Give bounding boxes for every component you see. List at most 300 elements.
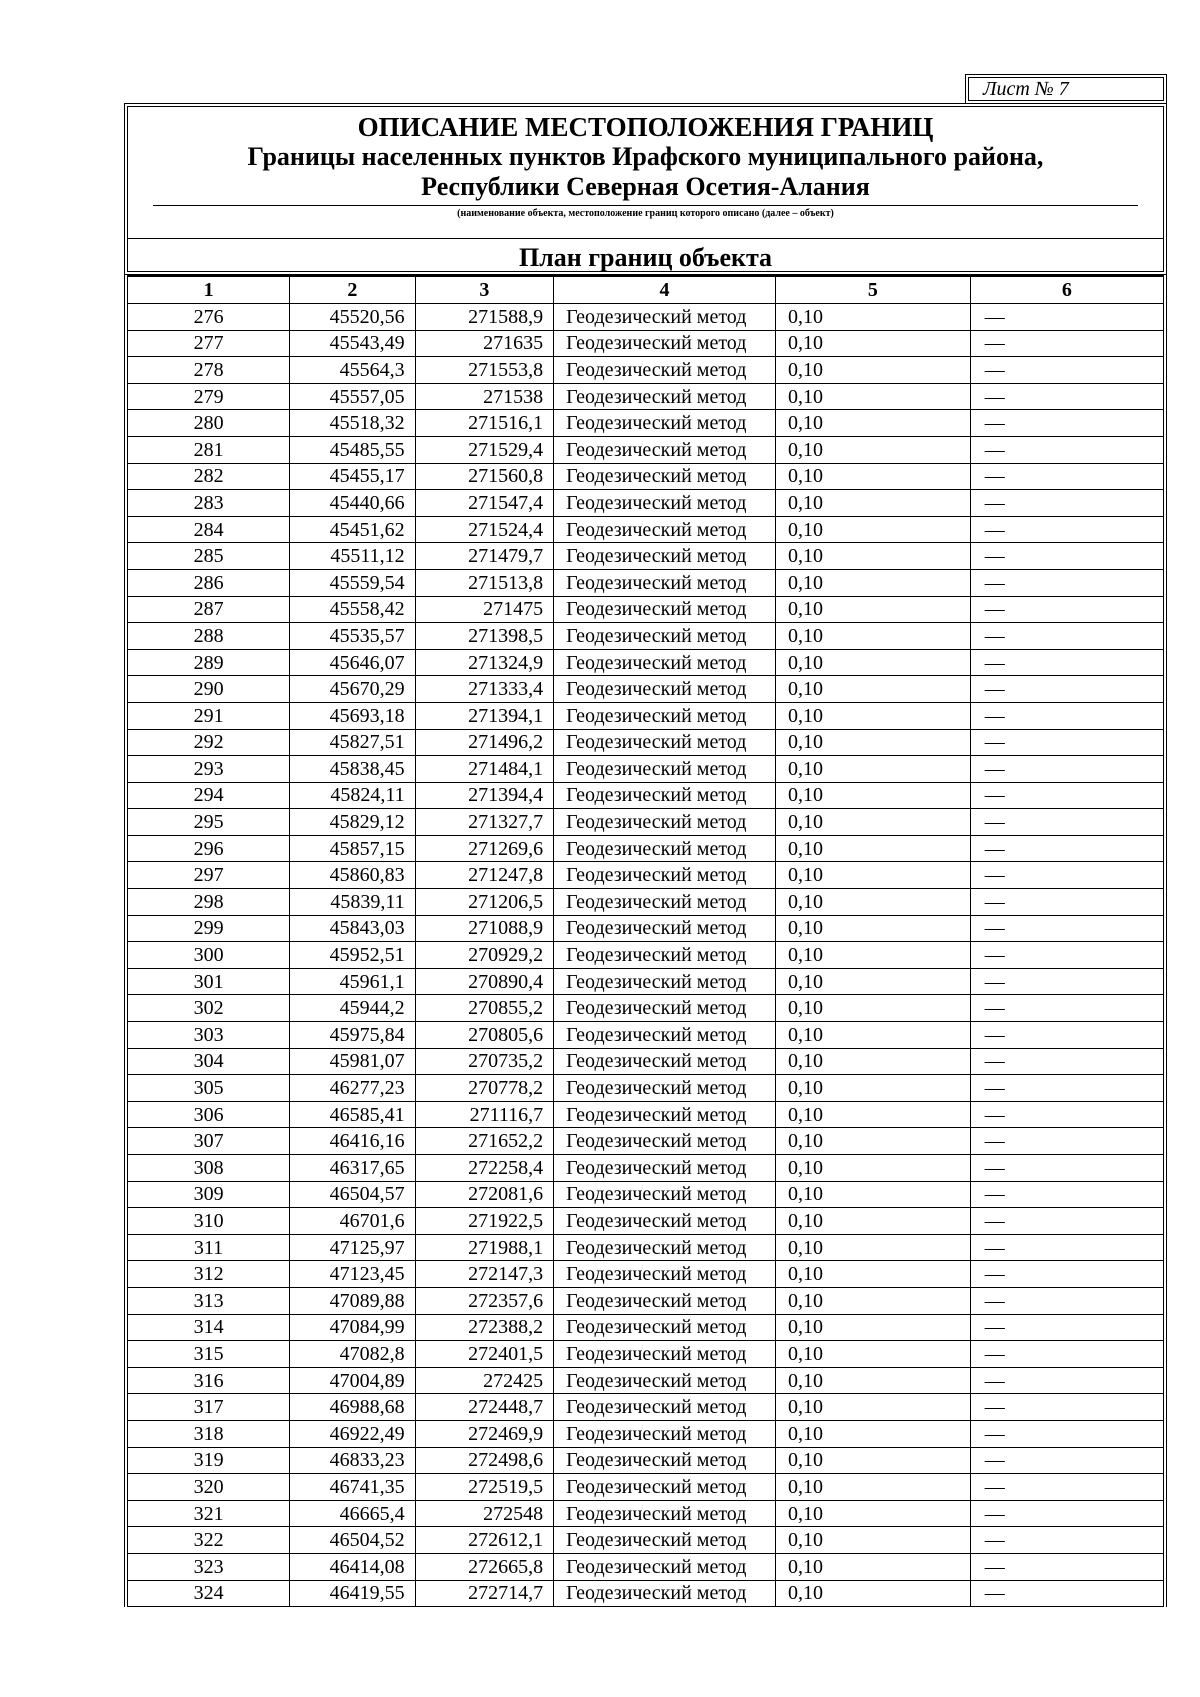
description-cell: —	[970, 1474, 1165, 1501]
method-cell: Геодезический метод	[554, 1367, 776, 1394]
table-row	[126, 1527, 1165, 1554]
method-cell: Геодезический метод	[554, 942, 776, 969]
table-row	[126, 1128, 1165, 1155]
point-number-cell: 310	[126, 1208, 290, 1235]
description-cell: —	[970, 543, 1165, 570]
point-number-cell: 291	[126, 702, 290, 729]
accuracy-cell: 0,10	[775, 1553, 970, 1580]
point-number-cell: 309	[126, 1181, 290, 1208]
x-coordinate-cell: 45440,66	[290, 490, 415, 517]
description-cell: —	[970, 702, 1165, 729]
y-coordinate-cell: 271513,8	[415, 569, 554, 596]
table-row	[126, 1394, 1165, 1421]
column-header: 3	[415, 276, 554, 304]
table-row	[126, 889, 1165, 916]
point-number-cell: 297	[126, 862, 290, 889]
x-coordinate-cell: 45535,57	[290, 623, 415, 650]
description-cell: —	[970, 383, 1165, 410]
method-cell: Геодезический метод	[554, 649, 776, 676]
y-coordinate-cell: 272147,3	[415, 1261, 554, 1288]
y-coordinate-cell: 270855,2	[415, 995, 554, 1022]
x-coordinate-cell: 45829,12	[290, 809, 415, 836]
method-cell: Геодезический метод	[554, 1075, 776, 1102]
description-cell: —	[970, 915, 1165, 942]
x-coordinate-cell: 45975,84	[290, 1022, 415, 1049]
description-cell: —	[970, 1394, 1165, 1421]
accuracy-cell: 0,10	[775, 862, 970, 889]
x-coordinate-cell: 45670,29	[290, 676, 415, 703]
method-cell: Геодезический метод	[554, 1181, 776, 1208]
table-row	[126, 729, 1165, 756]
accuracy-cell: 0,10	[775, 1314, 970, 1341]
accuracy-cell: 0,10	[775, 995, 970, 1022]
description-cell: —	[970, 862, 1165, 889]
y-coordinate-cell: 271652,2	[415, 1128, 554, 1155]
column-header: 4	[554, 276, 776, 304]
y-coordinate-cell: 272448,7	[415, 1394, 554, 1421]
y-coordinate-cell: 271988,1	[415, 1234, 554, 1261]
table-row	[126, 1341, 1165, 1368]
accuracy-cell: 0,10	[775, 1181, 970, 1208]
accuracy-cell: 0,10	[775, 463, 970, 490]
table-row	[126, 995, 1165, 1022]
method-cell: Геодезический метод	[554, 995, 776, 1022]
point-number-cell: 316	[126, 1367, 290, 1394]
accuracy-cell: 0,10	[775, 1580, 970, 1607]
accuracy-cell: 0,10	[775, 915, 970, 942]
x-coordinate-cell: 47084,99	[290, 1314, 415, 1341]
description-cell: —	[970, 410, 1165, 437]
y-coordinate-cell: 271333,4	[415, 676, 554, 703]
accuracy-cell: 0,10	[775, 516, 970, 543]
point-number-cell: 277	[126, 330, 290, 357]
y-coordinate-cell: 270735,2	[415, 1048, 554, 1075]
accuracy-cell: 0,10	[775, 357, 970, 384]
x-coordinate-cell: 45838,45	[290, 756, 415, 783]
accuracy-cell: 0,10	[775, 1022, 970, 1049]
y-coordinate-cell: 272498,6	[415, 1447, 554, 1474]
method-cell: Геодезический метод	[554, 1022, 776, 1049]
object-name-line2: Республики Северная Осетия-Алания	[421, 172, 870, 201]
x-coordinate-cell: 45559,54	[290, 569, 415, 596]
description-cell: —	[970, 1128, 1165, 1155]
accuracy-cell: 0,10	[775, 304, 970, 331]
x-coordinate-cell: 46317,65	[290, 1155, 415, 1182]
point-number-cell: 292	[126, 729, 290, 756]
point-number-cell: 304	[126, 1048, 290, 1075]
sheet-number: Лист № 7	[983, 78, 1069, 100]
y-coordinate-cell: 271553,8	[415, 357, 554, 384]
y-coordinate-cell: 271088,9	[415, 915, 554, 942]
description-cell: —	[970, 809, 1165, 836]
table-row	[126, 782, 1165, 809]
x-coordinate-cell: 46419,55	[290, 1580, 415, 1607]
method-cell: Геодезический метод	[554, 782, 776, 809]
point-number-cell: 294	[126, 782, 290, 809]
column-header: 2	[290, 276, 415, 304]
method-cell: Геодезический метод	[554, 463, 776, 490]
y-coordinate-cell: 271269,6	[415, 835, 554, 862]
point-number-cell: 282	[126, 463, 290, 490]
description-cell: —	[970, 649, 1165, 676]
point-number-cell: 300	[126, 942, 290, 969]
point-number-cell: 284	[126, 516, 290, 543]
x-coordinate-cell: 47089,88	[290, 1287, 415, 1314]
y-coordinate-cell: 272469,9	[415, 1420, 554, 1447]
method-cell: Геодезический метод	[554, 968, 776, 995]
table-row	[126, 383, 1165, 410]
method-cell: Геодезический метод	[554, 676, 776, 703]
method-cell: Геодезический метод	[554, 756, 776, 783]
accuracy-cell: 0,10	[775, 676, 970, 703]
accuracy-cell: 0,10	[775, 649, 970, 676]
accuracy-cell: 0,10	[775, 968, 970, 995]
point-number-cell: 293	[126, 756, 290, 783]
table-row	[126, 676, 1165, 703]
x-coordinate-cell: 45518,32	[290, 410, 415, 437]
x-coordinate-cell: 46701,6	[290, 1208, 415, 1235]
x-coordinate-cell: 45564,3	[290, 357, 415, 384]
table-row	[126, 1447, 1165, 1474]
point-number-cell: 276	[126, 304, 290, 331]
accuracy-cell: 0,10	[775, 835, 970, 862]
point-number-cell: 301	[126, 968, 290, 995]
description-cell: —	[970, 1527, 1165, 1554]
table-row	[126, 1022, 1165, 1049]
description-cell: —	[970, 782, 1165, 809]
table-row	[126, 1208, 1165, 1235]
table-row	[126, 809, 1165, 836]
accuracy-cell: 0,10	[775, 1367, 970, 1394]
description-cell: —	[970, 995, 1165, 1022]
y-coordinate-cell: 271484,1	[415, 756, 554, 783]
accuracy-cell: 0,10	[775, 330, 970, 357]
accuracy-cell: 0,10	[775, 569, 970, 596]
y-coordinate-cell: 270929,2	[415, 942, 554, 969]
x-coordinate-cell: 45455,17	[290, 463, 415, 490]
y-coordinate-cell: 271547,4	[415, 490, 554, 517]
y-coordinate-cell: 271496,2	[415, 729, 554, 756]
table-row	[126, 304, 1165, 331]
title-underline	[153, 205, 1138, 206]
table-row	[126, 756, 1165, 783]
description-cell: —	[970, 1553, 1165, 1580]
description-cell: —	[970, 1287, 1165, 1314]
description-cell: —	[970, 729, 1165, 756]
x-coordinate-cell: 45511,12	[290, 543, 415, 570]
table-row	[126, 915, 1165, 942]
point-number-cell: 280	[126, 410, 290, 437]
x-coordinate-cell: 46504,57	[290, 1181, 415, 1208]
table-row	[126, 569, 1165, 596]
method-cell: Геодезический метод	[554, 596, 776, 623]
accuracy-cell: 0,10	[775, 1287, 970, 1314]
point-number-cell: 307	[126, 1128, 290, 1155]
method-cell: Геодезический метод	[554, 889, 776, 916]
accuracy-cell: 0,10	[775, 1208, 970, 1235]
x-coordinate-cell: 45857,15	[290, 835, 415, 862]
accuracy-cell: 0,10	[775, 1420, 970, 1447]
point-number-cell: 287	[126, 596, 290, 623]
point-number-cell: 308	[126, 1155, 290, 1182]
table-row	[126, 596, 1165, 623]
table-row	[126, 357, 1165, 384]
object-name-line1: Границы населенных пунктов Ирафского муниципального района,	[247, 142, 1044, 171]
table-row	[126, 1500, 1165, 1527]
description-cell: —	[970, 357, 1165, 384]
y-coordinate-cell: 271327,7	[415, 809, 554, 836]
accuracy-cell: 0,10	[775, 729, 970, 756]
y-coordinate-cell: 271922,5	[415, 1208, 554, 1235]
accuracy-cell: 0,10	[775, 1261, 970, 1288]
x-coordinate-cell: 45646,07	[290, 649, 415, 676]
table-row	[126, 1580, 1165, 1607]
method-cell: Геодезический метод	[554, 623, 776, 650]
point-number-cell: 288	[126, 623, 290, 650]
method-cell: Геодезический метод	[554, 1101, 776, 1128]
accuracy-cell: 0,10	[775, 1128, 970, 1155]
point-number-cell: 306	[126, 1101, 290, 1128]
point-number-cell: 290	[126, 676, 290, 703]
coordinates-table	[124, 275, 1167, 1607]
accuracy-cell: 0,10	[775, 889, 970, 916]
method-cell: Геодезический метод	[554, 1474, 776, 1501]
y-coordinate-cell: 272612,1	[415, 1527, 554, 1554]
point-number-cell: 314	[126, 1314, 290, 1341]
accuracy-cell: 0,10	[775, 1447, 970, 1474]
x-coordinate-cell: 46922,49	[290, 1420, 415, 1447]
x-coordinate-cell: 45824,11	[290, 782, 415, 809]
y-coordinate-cell: 272081,6	[415, 1181, 554, 1208]
description-cell: —	[970, 1181, 1165, 1208]
document-title: ОПИСАНИЕ МЕСТОПОЛОЖЕНИЯ ГРАНИЦ	[357, 112, 934, 142]
table-row	[126, 942, 1165, 969]
accuracy-cell: 0,10	[775, 809, 970, 836]
method-cell: Геодезический метод	[554, 1394, 776, 1421]
x-coordinate-cell: 46416,16	[290, 1128, 415, 1155]
y-coordinate-cell: 270778,2	[415, 1075, 554, 1102]
accuracy-cell: 0,10	[775, 1075, 970, 1102]
x-coordinate-cell: 45543,49	[290, 330, 415, 357]
description-cell: —	[970, 835, 1165, 862]
column-header: 5	[775, 276, 970, 304]
y-coordinate-cell: 272258,4	[415, 1155, 554, 1182]
method-cell: Геодезический метод	[554, 383, 776, 410]
x-coordinate-cell: 46504,52	[290, 1527, 415, 1554]
point-number-cell: 298	[126, 889, 290, 916]
y-coordinate-cell: 272714,7	[415, 1580, 554, 1607]
x-coordinate-cell: 46277,23	[290, 1075, 415, 1102]
accuracy-cell: 0,10	[775, 596, 970, 623]
y-coordinate-cell: 272665,8	[415, 1553, 554, 1580]
table-row	[126, 1261, 1165, 1288]
method-cell: Геодезический метод	[554, 915, 776, 942]
accuracy-cell: 0,10	[775, 1527, 970, 1554]
description-cell: —	[970, 1261, 1165, 1288]
header-divider	[128, 238, 1163, 239]
table-row	[126, 623, 1165, 650]
method-cell: Геодезический метод	[554, 1287, 776, 1314]
table-row	[126, 1075, 1165, 1102]
point-number-cell: 311	[126, 1234, 290, 1261]
x-coordinate-cell: 45839,11	[290, 889, 415, 916]
table-row	[126, 649, 1165, 676]
method-cell: Геодезический метод	[554, 1500, 776, 1527]
accuracy-cell: 0,10	[775, 1500, 970, 1527]
description-cell: —	[970, 596, 1165, 623]
method-cell: Геодезический метод	[554, 1234, 776, 1261]
accuracy-cell: 0,10	[775, 1048, 970, 1075]
y-coordinate-cell: 271516,1	[415, 410, 554, 437]
plan-title: План границ объекта	[518, 243, 773, 272]
table-row	[126, 702, 1165, 729]
column-header: 6	[970, 276, 1165, 304]
x-coordinate-cell: 45485,55	[290, 436, 415, 463]
table-row	[126, 1314, 1165, 1341]
accuracy-cell: 0,10	[775, 782, 970, 809]
table-row	[126, 862, 1165, 889]
x-coordinate-cell: 46414,08	[290, 1553, 415, 1580]
description-cell: —	[970, 1341, 1165, 1368]
x-coordinate-cell: 47004,89	[290, 1367, 415, 1394]
description-cell: —	[970, 968, 1165, 995]
description-cell: —	[970, 1022, 1165, 1049]
x-coordinate-cell: 46833,23	[290, 1447, 415, 1474]
method-cell: Геодезический метод	[554, 436, 776, 463]
table-row	[126, 436, 1165, 463]
accuracy-cell: 0,10	[775, 623, 970, 650]
method-cell: Геодезический метод	[554, 490, 776, 517]
point-number-cell: 295	[126, 809, 290, 836]
point-number-cell: 296	[126, 835, 290, 862]
y-coordinate-cell: 272425	[415, 1367, 554, 1394]
accuracy-cell: 0,10	[775, 1394, 970, 1421]
table-row	[126, 1367, 1165, 1394]
y-coordinate-cell: 271206,5	[415, 889, 554, 916]
method-cell: Геодезический метод	[554, 304, 776, 331]
point-number-cell: 299	[126, 915, 290, 942]
point-number-cell: 320	[126, 1474, 290, 1501]
accuracy-cell: 0,10	[775, 1155, 970, 1182]
accuracy-cell: 0,10	[775, 543, 970, 570]
description-cell: —	[970, 1447, 1165, 1474]
table-row	[126, 1287, 1165, 1314]
description-cell: —	[970, 463, 1165, 490]
column-header: 1	[126, 276, 290, 304]
accuracy-cell: 0,10	[775, 1474, 970, 1501]
y-coordinate-cell: 272388,2	[415, 1314, 554, 1341]
method-cell: Геодезический метод	[554, 1261, 776, 1288]
accuracy-cell: 0,10	[775, 1341, 970, 1368]
point-number-cell: 318	[126, 1420, 290, 1447]
y-coordinate-cell: 271538	[415, 383, 554, 410]
table-row	[126, 1420, 1165, 1447]
document-header	[124, 103, 1167, 275]
table-row	[126, 1234, 1165, 1261]
description-cell: —	[970, 1101, 1165, 1128]
table-row	[126, 968, 1165, 995]
y-coordinate-cell: 271394,1	[415, 702, 554, 729]
description-cell: —	[970, 330, 1165, 357]
x-coordinate-cell: 46585,41	[290, 1101, 415, 1128]
point-number-cell: 322	[126, 1527, 290, 1554]
accuracy-cell: 0,10	[775, 702, 970, 729]
method-cell: Геодезический метод	[554, 1208, 776, 1235]
x-coordinate-cell: 45451,62	[290, 516, 415, 543]
point-number-cell: 313	[126, 1287, 290, 1314]
x-coordinate-cell: 45952,51	[290, 942, 415, 969]
y-coordinate-cell: 271394,4	[415, 782, 554, 809]
description-cell: —	[970, 490, 1165, 517]
y-coordinate-cell: 272519,5	[415, 1474, 554, 1501]
point-number-cell: 321	[126, 1500, 290, 1527]
x-coordinate-cell: 46665,4	[290, 1500, 415, 1527]
method-cell: Геодезический метод	[554, 835, 776, 862]
table-row	[126, 1048, 1165, 1075]
table-row	[126, 1474, 1165, 1501]
y-coordinate-cell: 272548	[415, 1500, 554, 1527]
table-row	[126, 1553, 1165, 1580]
x-coordinate-cell: 47082,8	[290, 1341, 415, 1368]
description-cell: —	[970, 1580, 1165, 1607]
object-caption: (наименование объекта, местоположение границ которого описано (далее – объект)	[457, 208, 834, 219]
point-number-cell: 324	[126, 1580, 290, 1607]
method-cell: Геодезический метод	[554, 410, 776, 437]
x-coordinate-cell: 46988,68	[290, 1394, 415, 1421]
y-coordinate-cell: 271479,7	[415, 543, 554, 570]
point-number-cell: 279	[126, 383, 290, 410]
description-cell: —	[970, 1420, 1165, 1447]
description-cell: —	[970, 436, 1165, 463]
method-cell: Геодезический метод	[554, 1341, 776, 1368]
description-cell: —	[970, 304, 1165, 331]
point-number-cell: 303	[126, 1022, 290, 1049]
description-cell: —	[970, 1048, 1165, 1075]
table-header-row	[126, 276, 1165, 304]
method-cell: Геодезический метод	[554, 1553, 776, 1580]
table-row	[126, 1155, 1165, 1182]
description-cell: —	[970, 942, 1165, 969]
method-cell: Геодезический метод	[554, 516, 776, 543]
y-coordinate-cell: 270805,6	[415, 1022, 554, 1049]
description-cell: —	[970, 889, 1165, 916]
x-coordinate-cell: 45520,56	[290, 304, 415, 331]
description-cell: —	[970, 1500, 1165, 1527]
table-row	[126, 463, 1165, 490]
y-coordinate-cell: 272401,5	[415, 1341, 554, 1368]
point-number-cell: 319	[126, 1447, 290, 1474]
y-coordinate-cell: 271560,8	[415, 463, 554, 490]
y-coordinate-cell: 271588,9	[415, 304, 554, 331]
point-number-cell: 286	[126, 569, 290, 596]
point-number-cell: 312	[126, 1261, 290, 1288]
accuracy-cell: 0,10	[775, 756, 970, 783]
accuracy-cell: 0,10	[775, 942, 970, 969]
accuracy-cell: 0,10	[775, 436, 970, 463]
method-cell: Геодезический метод	[554, 1420, 776, 1447]
table-row	[126, 835, 1165, 862]
method-cell: Геодезический метод	[554, 357, 776, 384]
point-number-cell: 278	[126, 357, 290, 384]
x-coordinate-cell: 45827,51	[290, 729, 415, 756]
description-cell: —	[970, 1367, 1165, 1394]
description-cell: —	[970, 569, 1165, 596]
method-cell: Геодезический метод	[554, 1155, 776, 1182]
x-coordinate-cell: 47123,45	[290, 1261, 415, 1288]
method-cell: Геодезический метод	[554, 1048, 776, 1075]
x-coordinate-cell: 45860,83	[290, 862, 415, 889]
accuracy-cell: 0,10	[775, 1101, 970, 1128]
